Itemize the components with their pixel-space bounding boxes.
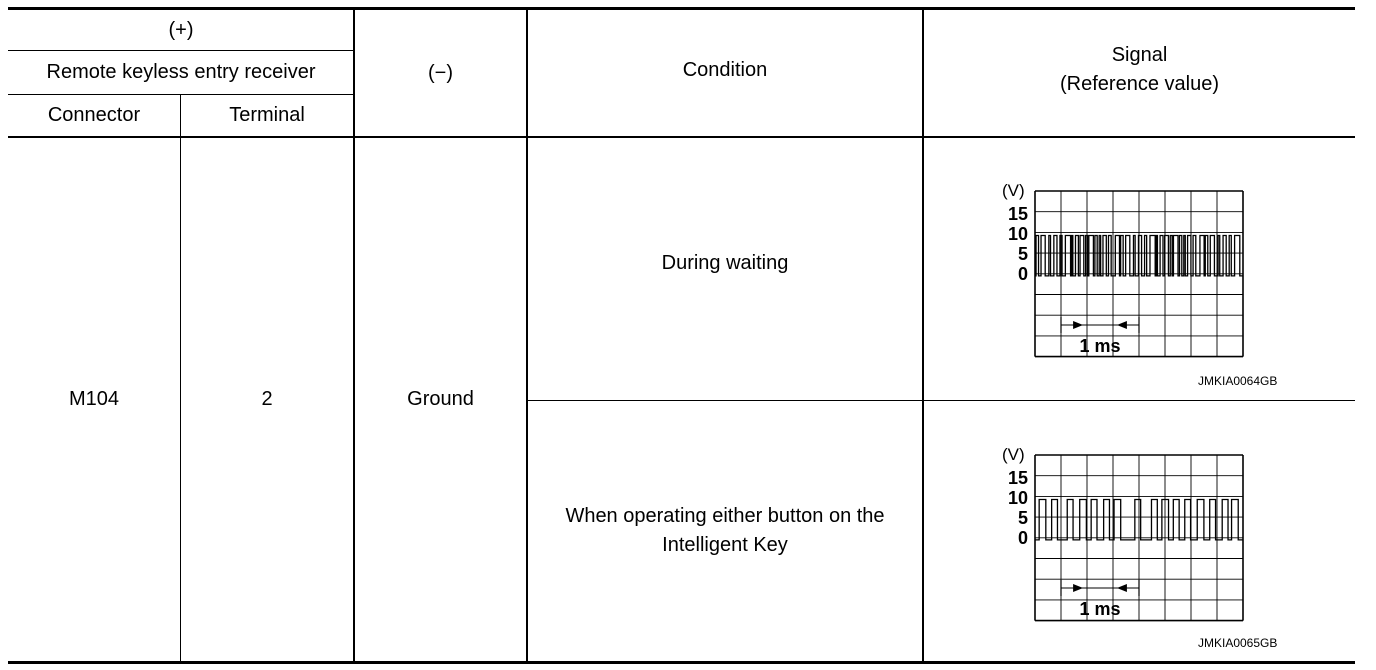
y-tick-label: 15 [1007, 204, 1028, 224]
header-receiver-text: Remote keyless entry receiver [46, 61, 316, 83]
cell-terminal [181, 138, 353, 661]
minus-value: Ground [407, 388, 474, 410]
condition-waiting [528, 132, 922, 394]
condition-operating-line2: Intelligent Key [662, 534, 788, 556]
condition-waiting-text: During waiting [661, 251, 789, 274]
cell-minus [355, 138, 526, 661]
time-marker-arrow-right [1073, 321, 1083, 329]
condition-operating [528, 401, 922, 661]
signal-scope-operating [990, 440, 1290, 655]
y-tick-label: 10 [1007, 224, 1028, 244]
time-scale-label: 1 ms [1079, 336, 1121, 356]
table-bottom-border [8, 661, 1355, 664]
header-condition-text: Condition [682, 58, 768, 81]
header-minus-text: (−) [428, 61, 453, 84]
header-minus [355, 10, 526, 136]
y-tick-label: 0 [1017, 528, 1028, 548]
y-tick-label: 10 [1007, 488, 1028, 508]
condition-operating-line1: When operating either button on the [565, 505, 885, 527]
scope-waiting-graph [990, 176, 1290, 391]
signal-scope-waiting [990, 176, 1290, 391]
header-connector-text: Connector [47, 104, 141, 126]
header-plus-text: (+) [168, 18, 194, 41]
terminal-value: 2 [261, 388, 273, 410]
scope-operating-graph [990, 440, 1290, 655]
header-condition [528, 10, 922, 130]
header-signal-line1: Signal [1111, 44, 1168, 66]
figure-code-1: JMKIA0064GB [1198, 374, 1278, 388]
y-tick-label: 5 [1017, 508, 1028, 528]
header-plus [8, 10, 354, 50]
time-marker-arrow-left [1117, 584, 1127, 592]
connector-value: M104 [68, 388, 120, 410]
signal-waveform [1035, 236, 1243, 276]
time-scale-label: 1 ms [1079, 599, 1121, 619]
y-tick-label: 0 [1017, 264, 1028, 284]
header-terminal [181, 95, 353, 136]
y-tick-label: 5 [1017, 244, 1028, 264]
header-connector [8, 95, 180, 136]
time-marker-arrow-left [1117, 321, 1127, 329]
header-signal [924, 0, 1355, 140]
scope-unit: (V) [1002, 181, 1025, 200]
time-marker-arrow-right [1073, 584, 1083, 592]
cell-connector [8, 138, 180, 661]
header-signal-line2: (Reference value) [1060, 73, 1219, 95]
figure-code-2: JMKIA0065GB [1198, 636, 1278, 650]
scope-unit: (V) [1002, 445, 1025, 464]
header-receiver [8, 51, 354, 94]
header-terminal-text: Terminal [229, 104, 305, 126]
y-tick-label: 15 [1007, 468, 1028, 488]
